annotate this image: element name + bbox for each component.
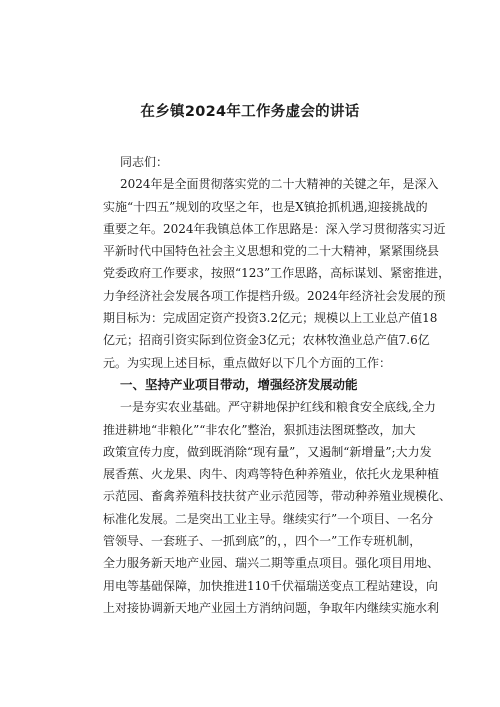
paragraph-line: 管领导、一套班子、一抓到底”的，，四个一”工作专班机制， bbox=[103, 534, 422, 549]
paragraph-line: 重要之年。2024年我镇总体工作思路是：深入学习贯彻落实习近 bbox=[103, 221, 446, 236]
document-title: 在乡镇2024年工作务虚会的讲话 bbox=[140, 104, 360, 120]
paragraph-line: 期目标为：完成固定资产投资3.2亿元；规模以上工业总产值18 bbox=[103, 311, 438, 326]
paragraph-line: 一是夯实农业基础。严守耕地保护红线和粮食安全底线,全力 bbox=[120, 400, 436, 415]
paragraph-line: 展香蕉、火龙果、肉牛、肉鸡等特色种养殖业，依托火龙果种植 bbox=[103, 467, 440, 482]
paragraph-line: 力争经济社会发展各项工作提档升级。2024年经济社会发展的预 bbox=[103, 288, 446, 303]
paragraph-line: 党委政府工作要求，按照“123”工作思路，高标谋划、紧密推进， bbox=[103, 266, 451, 281]
paragraph-line: 2024年是全面贯彻落实党的二十大精神的关键之年，是深入 bbox=[120, 177, 439, 192]
paragraph-line: 政策宣传力度，做到既消除“现有量”，又遏制“新增量”;大力发 bbox=[103, 444, 432, 459]
paragraph-line: 上对接协调新天地产业园土方消纳问题，争取年内继续实施水利 bbox=[103, 600, 440, 615]
paragraph-line: 元。为实现上述目标，重点做好以下几个方面的工作： bbox=[103, 355, 392, 370]
document-body bbox=[103, 151, 452, 619]
paragraph-line: 用电等基础保障，加快推进110千伏福瑞送变点工程站建设，向 bbox=[103, 578, 438, 593]
salutation: 同志们： bbox=[120, 155, 169, 169]
section-heading: 一、坚持产业项目带动，增强经济发展动能 bbox=[120, 376, 358, 392]
paragraph-line: 推进耕地“非粮化”“非农化”整治，狠抓违法图斑整改，加大 bbox=[103, 422, 416, 437]
paragraph-line: 平新时代中国特色社会主义思想和党的二十大精神，紧紧围绕县 bbox=[103, 244, 440, 259]
paragraph-line: 示范园、畜禽养殖科技扶贫产业示范园等，带动种养殖业规模化、 bbox=[103, 489, 452, 504]
paragraph-line: 实施“十四五”规划的攻坚之年，也是X镇抢抓机遇,迎接挑战的 bbox=[103, 199, 428, 214]
paragraph-line: 亿元；招商引资实际到位资金3亿元；农林牧渔业总产值7.6亿 bbox=[103, 333, 430, 348]
paragraph-line: 标准化发展。二是突出工业主导。继续实行”一个项目、一名分 bbox=[103, 511, 434, 526]
paragraph-2 bbox=[103, 396, 452, 619]
paragraph-1 bbox=[103, 173, 451, 374]
paragraph-line: 全力服务新天地产业园、瑞兴二期等重点项目。强化项目用地、 bbox=[103, 556, 440, 571]
